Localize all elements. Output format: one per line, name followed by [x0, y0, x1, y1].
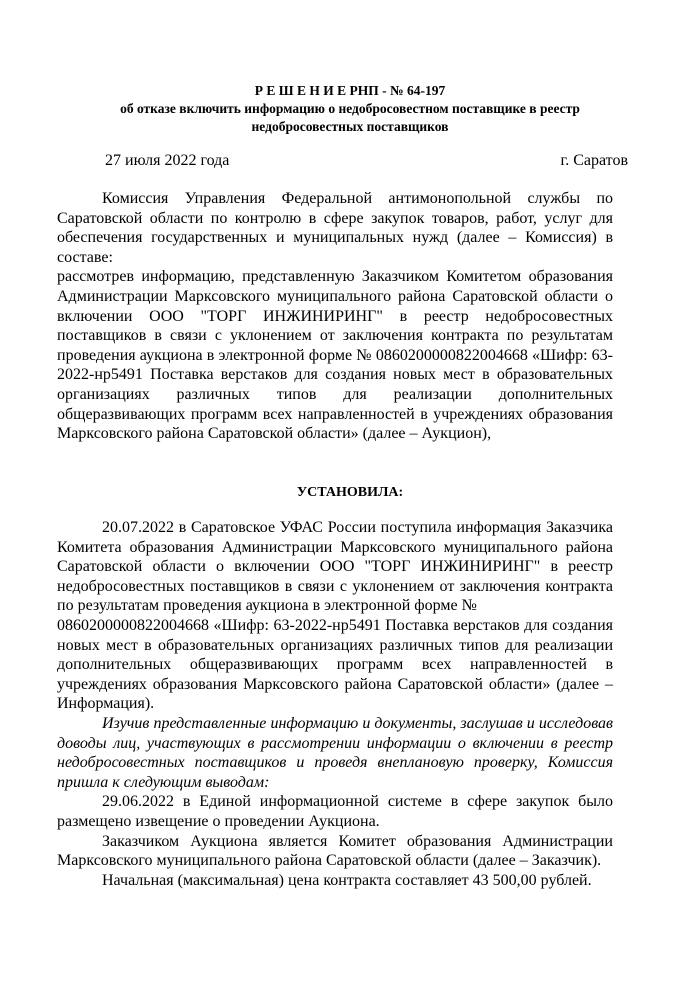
body-paragraph-3: Заказчиком Аукциона является Комитет образования Администрации Марксовского муниципального района Саратовской области (далее – Заказчик). [57, 832, 613, 870]
document-subtitle-line1: об отказе включить информацию о недобросовестном поставщике в реестр [120, 101, 580, 116]
established-heading: УСТАНОВИЛА: [296, 485, 404, 500]
document-city: г. Саратов [560, 152, 628, 169]
considered-paragraph: рассмотрев информацию, представленную Заказчиком Комитетом образования Администрации Марксовского муниципального района Саратовской области о включении ООО "ТОРГ ИНЖИНИРИНГ" в реестр недобросовестных поставщиков в связи с уклонением от заключения контракта по результатам проведения аукциона в электронной форме № 0860200000822004668 «Шифр: 63-2022-нр5491 Поставка верстаков для создания новых мест в образовательных организациях различных типов для реализации дополнительных общеразвивающих программ всех направленностей в учреждениях образования Марксовского района Саратовской области» (далее – Аукцион), [57, 268, 613, 443]
document-title: Р Е Ш Е Н И Е РНП - № 64-197 [254, 83, 446, 98]
findings-italic-paragraph: Изучив представленные информацию и документы, заслушав и исследовав доводы лиц, участвующих в рассмотрении информации о включении в реестр недобросовестных поставщиков и проведя внеплановую проверку, Комиссия пришла к следующим выводам: [57, 714, 613, 791]
body-section [57, 518, 613, 890]
commission-paragraph: Комиссия Управления Федеральной антимонопольной службы по Саратовской области по контролю в сфере закупок товаров, работ, услуг для обеспечения государственных и муниципальных нужд (далее – Комиссия) в составе: [57, 190, 613, 266]
body-paragraph-1: 20.07.2022 в Саратовское УФАС России поступила информация Заказчика Комитета образования Администрации Марксовского муниципального района Саратовской области о включении ООО "ТОРГ ИНЖИНИРИНГ" в реестр недобросовестных поставщиков в связи с уклонением от заключения контракта по результатам проведения аукциона в электронной форме № [57, 519, 613, 615]
body-paragraph-2: 29.06.2022 в Единой информационной системе в сфере закупок было размещено извещение о проведении Аукциона. [57, 793, 613, 830]
intro-section [57, 189, 613, 444]
body-paragraph-4: Начальная (максимальная) цена контракта составляет 43 500,00 рублей. [102, 871, 592, 889]
body-paragraph-1b: 0860200000822004668 «Шифр: 63-2022-нр5491 Поставка верстаков для создания новых мест в образовательных организациях различных типов для реализации дополнительных общеразвивающих программ всех направленностей в учреждениях образования Марксовского района Саратовской области» (далее – Информация). [57, 616, 613, 713]
document-subtitle-line2: недобросовестных поставщиков [251, 119, 449, 134]
document-date: 27 июля 2022 года [105, 152, 230, 169]
